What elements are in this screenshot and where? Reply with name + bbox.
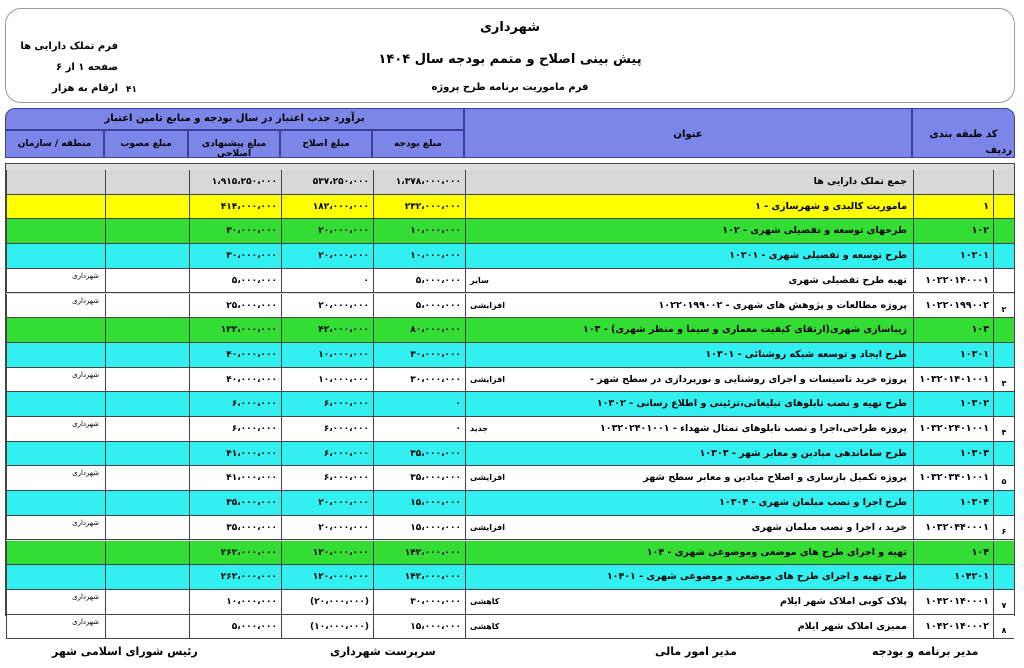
region-cell: شهرداری <box>6 615 105 639</box>
budget-cell: ۳۰،۰۰۰،۰۰۰ <box>373 590 465 614</box>
table-row <box>6 565 1014 590</box>
change-type-label: کاهشی <box>470 621 500 631</box>
budget-cell: ۸۰،۰۰۰،۰۰۰ <box>373 318 465 342</box>
amendment-cell: ۱۰،۰۰۰،۰۰۰ <box>281 368 373 392</box>
row-number-cell: ۴ <box>993 417 1014 441</box>
proposed-cell: ۴۰،۰۰۰،۰۰۰ <box>189 368 281 392</box>
row-number-cell <box>993 491 1014 515</box>
proposed-cell: ۴۱۴،۰۰۰،۰۰۰ <box>189 195 281 219</box>
proposed-cell: ۵،۰۰۰،۰۰۰ <box>189 615 281 639</box>
approved-cell <box>105 541 189 565</box>
title-cell <box>465 541 913 565</box>
budget-cell: ۳۵،۰۰۰،۰۰۰ <box>373 442 465 466</box>
row-number-cell: ۳ <box>993 368 1014 392</box>
amendment-cell: ۲۰،۰۰۰،۰۰۰ <box>281 491 373 515</box>
change-type-label: کاهشی <box>470 596 500 606</box>
title-cell <box>465 565 913 589</box>
code-header-label: کد طبقه بندی <box>929 129 998 140</box>
form-info <box>8 36 137 99</box>
title-cell <box>465 466 913 490</box>
amendment-cell: ۱۸۲،۰۰۰،۰۰۰ <box>281 195 373 219</box>
change-type-label: سایر <box>470 275 489 285</box>
proposed-cell: ۶،۰۰۰،۰۰۰ <box>189 392 281 416</box>
table-row <box>6 392 1014 417</box>
approved-cell <box>105 343 189 367</box>
code-cell: ۱۰۴۲۰۱ <box>913 565 993 589</box>
region-cell: شهرداری <box>6 590 105 614</box>
approved-cell <box>105 392 189 416</box>
approved-cell <box>105 244 189 268</box>
approved-cell <box>105 442 189 466</box>
amendment-cell: ۰ <box>281 269 373 293</box>
region-cell <box>6 343 105 367</box>
code-cell: ۱۰۴ <box>913 541 993 565</box>
budget-cell: ۳۵،۰۰۰،۰۰۰ <box>373 466 465 490</box>
code-cell <box>913 170 993 194</box>
title-cell <box>465 590 913 614</box>
table-row <box>6 615 1014 640</box>
row-number-cell <box>993 541 1014 565</box>
finance-signature: مدیر امور مالی <box>655 645 737 658</box>
budget-cell: ۳۰،۰۰۰،۰۰۰ <box>373 343 465 367</box>
title-cell <box>465 170 913 194</box>
title-cell <box>465 195 913 219</box>
table-row <box>6 343 1014 368</box>
units-note: ارقام به هزار <box>52 83 118 94</box>
budget-cell: ۳۰،۰۰۰،۰۰۰ <box>373 368 465 392</box>
code-cell: ۱۰۳۰۴ <box>913 491 993 515</box>
amendment-cell: ۱۲۰،۰۰۰،۰۰۰ <box>281 565 373 589</box>
amendment-cell: ۱۲۰،۰۰۰،۰۰۰ <box>281 541 373 565</box>
stamp-mark: ۴۱ <box>126 85 137 95</box>
title-cell <box>465 294 913 318</box>
row-number-cell <box>993 244 1014 268</box>
budget-cell: ۰ <box>373 392 465 416</box>
title-text: تهیه طرح تفصیلی شهری <box>788 274 907 286</box>
region-cell: شهرداری <box>6 269 105 293</box>
proposed-cell: ۳۰،۰۰۰،۰۰۰ <box>189 219 281 243</box>
code-cell: ۱۰۳۰۱ <box>913 343 993 367</box>
title-text: پروژه طراحی،اجرا و نصب تابلوهای تمثال شهداء - ۱۰۳۲۰۲۴۰۱۰۰۱ <box>599 423 907 434</box>
title-text: پلاک کوبی املاک شهر ایلام <box>780 595 907 607</box>
table-row <box>6 170 1014 195</box>
approved-cell <box>105 590 189 614</box>
code-cell: ۱۰۲۲۰۱۴۰۰۰۱ <box>913 269 993 293</box>
table-row <box>6 318 1014 343</box>
amendment-cell: ۶،۰۰۰،۰۰۰ <box>281 417 373 441</box>
title-text: طرح تهیه و اجرای طرح های موضعی و موضوعی شهری - ۱۰۴۰۱ <box>606 571 907 583</box>
approved-cell <box>105 294 189 318</box>
form-name: فرم ماموریت برنامه طرح پروژه <box>431 82 589 93</box>
title-text: ماموریت کالبدی و شهرسازی - ۱ <box>755 200 907 212</box>
proposed-cell: ۳۰،۰۰۰،۰۰۰ <box>189 244 281 268</box>
amendment-cell: ۲۰،۰۰۰،۰۰۰ <box>281 516 373 540</box>
approved-cell <box>105 417 189 441</box>
code-cell: ۱۰۳۰۲ <box>913 392 993 416</box>
table-row <box>6 219 1014 244</box>
title-text: طرح تهیه و نصب تابلوهای تبلیغاتی،تزئینی و اطلاع رسانی - ۱۰۳۰۲ <box>596 398 907 410</box>
title-text: جمع تملک دارایی ها <box>813 176 907 187</box>
title-text: طرح توسعه و تفصیلی شهری - ۱۰۲۰۱ <box>729 250 907 262</box>
title-text: زیباسازی شهری(ارتقای کیفیت معماری و سیما و منظر شهری) - ۱۰۳ <box>583 324 907 336</box>
code-cell: ۱۰۳۲۰۱۴۰۱۰۰۱ <box>913 368 993 392</box>
region-header-label: منطقه / سازمان <box>17 139 92 149</box>
approved-cell <box>105 466 189 490</box>
amendment-cell: ۶،۰۰۰،۰۰۰ <box>281 442 373 466</box>
row-number-cell <box>993 219 1014 243</box>
proposed-cell: ۶،۰۰۰،۰۰۰ <box>189 417 281 441</box>
title-cell <box>465 417 913 441</box>
title-cell <box>465 318 913 342</box>
title-text: ممیزی املاک شهر ایلام <box>797 620 907 632</box>
change-type-label: جدید <box>470 424 489 433</box>
region-cell: شهرداری <box>6 417 105 441</box>
page-subtitle: پیش بینی اصلاح و متمم بودجه سال ۱۴۰۴ <box>378 52 642 67</box>
proposed-cell: ۱۰،۰۰۰،۰۰۰ <box>189 590 281 614</box>
code-cell: ۱ <box>913 195 993 219</box>
code-cell: ۱۰۳۲۰۳۴۰۱۰۰۱ <box>913 466 993 490</box>
code-cell: ۱۰۳۲۰۲۴۰۱۰۰۱ <box>913 417 993 441</box>
table-row <box>6 195 1014 220</box>
title-text: پروژه مطالعات و پژوهش های شهری - ۱۰۲۲۰۱۹۹۰۰۲ <box>658 299 907 311</box>
row-number-cell <box>993 392 1014 416</box>
amendment-cell: ۲۰،۰۰۰،۰۰۰ <box>281 294 373 318</box>
table-row <box>6 417 1014 442</box>
region-cell <box>6 219 105 243</box>
table-row <box>6 294 1014 319</box>
row-number-cell <box>993 269 1014 293</box>
code-cell: ۱۰۲۲۰۱۹۹۰۰۲ <box>913 294 993 318</box>
proposed-cell: ۴۰،۰۰۰،۰۰۰ <box>189 343 281 367</box>
title-cell <box>465 368 913 392</box>
budget-cell: ۱۴۲،۰۰۰،۰۰۰ <box>373 565 465 589</box>
title-text: پروژه تکمیل بازسازی و اصلاح میادین و معابر سطح شهر <box>643 472 907 484</box>
approved-cell <box>105 516 189 540</box>
region-cell <box>6 318 105 342</box>
amendment-cell: ۱۰،۰۰۰،۰۰۰ <box>281 343 373 367</box>
code-cell: ۱۰۳۰۳ <box>913 442 993 466</box>
budget-cell: ۰ <box>373 417 465 441</box>
proposed-cell: ۲۵،۰۰۰،۰۰۰ <box>189 294 281 318</box>
proposed-cell: ۳۵،۰۰۰،۰۰۰ <box>189 491 281 515</box>
approved-cell <box>105 195 189 219</box>
approved-header-label: مبلغ مصوب <box>120 139 172 149</box>
budget-cell: ۱،۳۷۸،۰۰۰،۰۰۰ <box>373 170 465 194</box>
amendment-cell: ۵۳۷،۲۵۰،۰۰۰ <box>281 170 373 194</box>
region-cell <box>6 541 105 565</box>
row-number-cell: ۵ <box>993 466 1014 490</box>
approved-cell <box>105 170 189 194</box>
approved-cell <box>105 565 189 589</box>
row-number-cell: ۷ <box>993 590 1014 614</box>
budget-cell: ۵،۰۰۰،۰۰۰ <box>373 294 465 318</box>
budget-cell: ۱۴۲،۰۰۰،۰۰۰ <box>373 541 465 565</box>
proposed-column-header <box>188 130 280 158</box>
budget-cell: ۱۵،۰۰۰،۰۰۰ <box>373 516 465 540</box>
table-row <box>6 491 1014 516</box>
region-cell: شهرداری <box>6 516 105 540</box>
approved-cell <box>105 318 189 342</box>
group-header-label: برآورد جذب اعتبار در سال بودجه و منابع تامین اعتبار <box>104 113 365 124</box>
row-number-cell: ۸ <box>993 615 1014 639</box>
change-type-label: افزایشی <box>470 473 505 483</box>
title-cell <box>465 491 913 515</box>
proposed-cell: ۱۲۲،۰۰۰،۰۰۰ <box>189 318 281 342</box>
amendment-cell: ۲۰،۰۰۰،۰۰۰ <box>281 244 373 268</box>
title-cell <box>465 269 913 293</box>
title-text: طرح ایجاد و توسعه شبکه روشنائی - ۱۰۳۰۱ <box>705 348 907 360</box>
code-cell: ۱۰۲۰۱ <box>913 244 993 268</box>
council-head-signature: رئیس شورای اسلامی شهر <box>52 645 198 658</box>
row-number-cell <box>993 442 1014 466</box>
amendment-cell: ۲۰،۰۰۰،۰۰۰ <box>281 219 373 243</box>
approved-cell <box>105 491 189 515</box>
table-row <box>6 368 1014 393</box>
group-column-header <box>5 108 464 130</box>
title-text: خرید ، اجرا و نصب مبلمان شهری <box>751 521 907 533</box>
approved-cell <box>105 368 189 392</box>
title-header-label: عنوان <box>673 129 703 140</box>
approved-cell <box>105 615 189 639</box>
proposed-cell: ۴۱،۰۰۰،۰۰۰ <box>189 442 281 466</box>
title-cell <box>465 392 913 416</box>
code-cell: ۱۰۲ <box>913 219 993 243</box>
budget-cell: ۵،۰۰۰،۰۰۰ <box>373 269 465 293</box>
proposed-cell: ۳۵،۰۰۰،۰۰۰ <box>189 516 281 540</box>
budget-table <box>5 163 1015 635</box>
row-number-cell: ۶ <box>993 516 1014 540</box>
table-row <box>6 269 1014 294</box>
code-cell: ۱۰۳ <box>913 318 993 342</box>
region-cell <box>6 442 105 466</box>
title-column-header <box>464 108 912 158</box>
title-text: تهیه و اجرای طرح های موضعی وموضوعی شهری - ۱۰۴ <box>646 546 907 558</box>
region-cell: شهرداری <box>6 294 105 318</box>
proposed-cell: ۲۶۲،۰۰۰،۰۰۰ <box>189 565 281 589</box>
budget-cell: ۱۵،۰۰۰،۰۰۰ <box>373 491 465 515</box>
proposed-cell: ۱،۹۱۵،۲۵۰،۰۰۰ <box>189 170 281 194</box>
page-title: شهرداری <box>480 20 540 35</box>
budget-cell: ۲۳۲،۰۰۰،۰۰۰ <box>373 195 465 219</box>
row-number-cell <box>993 170 1014 194</box>
row-header-label: ردیف <box>985 145 1012 156</box>
title-text: پروژه خرید تاسیسات و اجرای روشنایی و نورپردازی در سطح شهر - <box>590 373 907 385</box>
amendment-header-label: مبلغ اصلاح <box>302 139 350 149</box>
table-row <box>6 541 1014 566</box>
change-type-label: افزایشی <box>470 374 505 384</box>
title-cell <box>465 516 913 540</box>
amendment-cell: (۱۰،۰۰۰،۰۰۰) <box>281 615 373 639</box>
table-row <box>6 442 1014 467</box>
proposed-header-label: مبلغ پیشنهادی اصلاحی <box>201 139 267 159</box>
approved-cell <box>105 269 189 293</box>
title-cell <box>465 442 913 466</box>
table-row <box>6 516 1014 541</box>
row-number-cell <box>993 318 1014 342</box>
region-cell <box>6 195 105 219</box>
amendment-cell: (۲۰،۰۰۰،۰۰۰) <box>281 590 373 614</box>
row-number-cell <box>993 565 1014 589</box>
budget-header-label: مبلغ بودجه <box>394 139 442 149</box>
row-number-cell: ۲ <box>993 294 1014 318</box>
title-cell <box>465 219 913 243</box>
title-text: طرح اجرا و نصب مبلمان شهری - ۱۰۳۰۴ <box>719 497 907 509</box>
amendment-cell: ۴۲،۰۰۰،۰۰۰ <box>281 318 373 342</box>
region-column-header <box>5 130 104 158</box>
change-type-label: افزایشی <box>470 300 505 310</box>
row-number-cell <box>993 343 1014 367</box>
page-info: صفحه ۱ از ۶ <box>56 62 118 73</box>
table-row <box>6 244 1014 269</box>
code-cell: ۱۰۳۲۰۴۴۰۰۰۱ <box>913 516 993 540</box>
code-cell: ۱۰۴۲۰۱۴۰۰۰۱ <box>913 590 993 614</box>
proposed-cell: ۴۱،۰۰۰،۰۰۰ <box>189 466 281 490</box>
amendment-cell: ۶،۰۰۰،۰۰۰ <box>281 466 373 490</box>
budget-cell: ۱۰،۰۰۰،۰۰۰ <box>373 219 465 243</box>
budget-cell: ۱۵،۰۰۰،۰۰۰ <box>373 615 465 639</box>
title-text: طرحهای توسعه و تفصیلی شهری - ۱۰۲ <box>722 225 907 237</box>
table-row <box>6 466 1014 491</box>
title-text: طرح ساماندهی میادین و معابر شهر - ۱۰۳۰۳ <box>699 447 907 459</box>
planning-signature: مدیر برنامه و بودجه <box>872 645 979 658</box>
title-cell <box>465 244 913 268</box>
approved-column-header <box>104 130 188 158</box>
proposed-cell: ۵،۰۰۰،۰۰۰ <box>189 269 281 293</box>
region-cell <box>6 244 105 268</box>
amendment-cell: ۶،۰۰۰،۰۰۰ <box>281 392 373 416</box>
region-cell: شهرداری <box>6 368 105 392</box>
approved-cell <box>105 219 189 243</box>
title-cell <box>465 343 913 367</box>
amendment-column-header <box>280 130 372 158</box>
budget-column-header <box>372 130 464 158</box>
budget-cell: ۱۰،۰۰۰،۰۰۰ <box>373 244 465 268</box>
code-column-header <box>912 108 1015 158</box>
region-cell <box>6 392 105 416</box>
region-cell: شهرداری <box>6 466 105 490</box>
change-type-label: افزایشی <box>470 522 505 532</box>
region-cell <box>6 565 105 589</box>
row-number-cell <box>993 195 1014 219</box>
mayor-signature: سرپرست شهرداری <box>330 645 436 658</box>
code-cell: ۱۰۴۲۰۱۴۰۰۰۲ <box>913 615 993 639</box>
region-cell <box>6 170 105 194</box>
proposed-cell: ۲۶۲،۰۰۰،۰۰۰ <box>189 541 281 565</box>
table-row <box>6 590 1014 615</box>
form-type: فرم تملک دارایی ها <box>20 41 118 52</box>
region-cell <box>6 491 105 515</box>
title-cell <box>465 615 913 639</box>
